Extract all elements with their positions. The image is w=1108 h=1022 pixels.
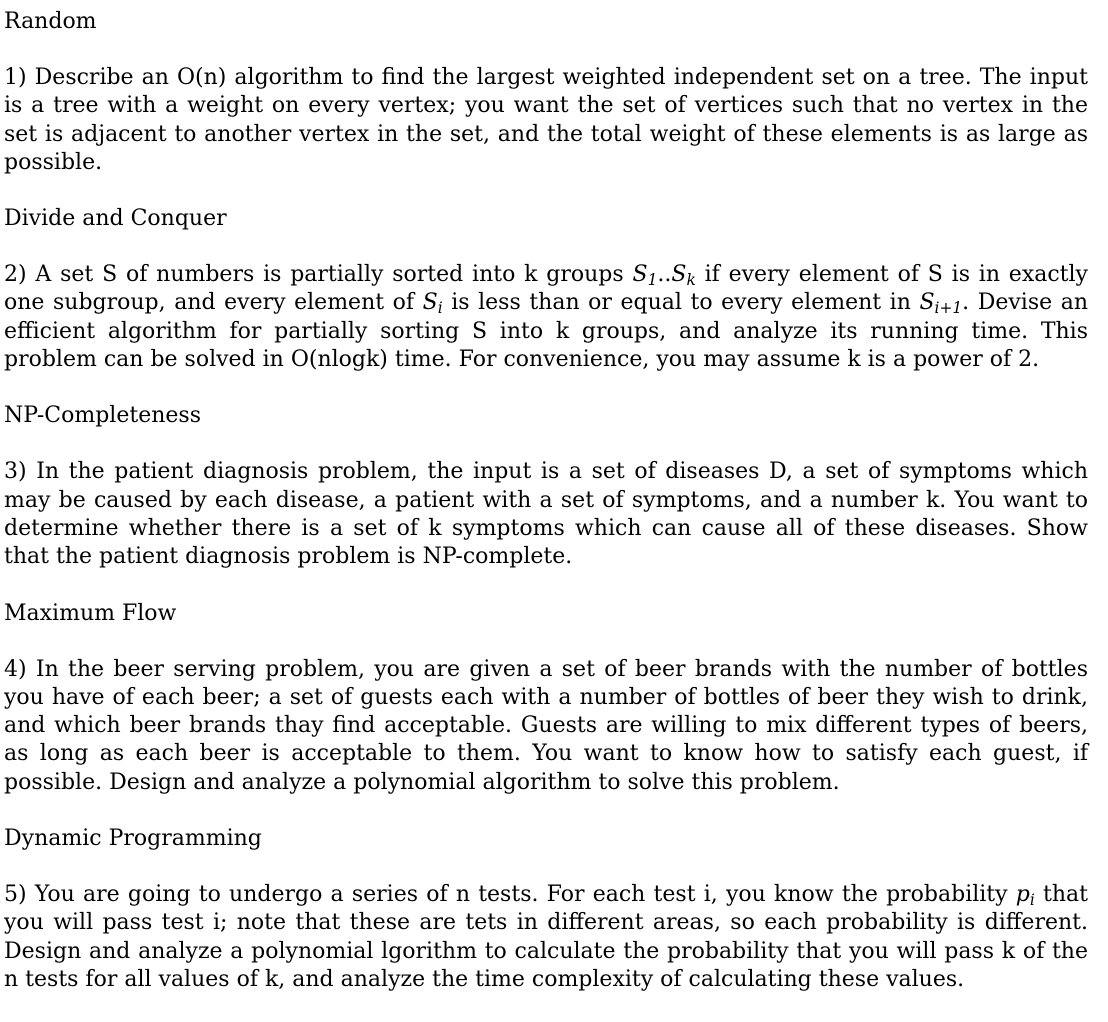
problem-text-part: You are going to undergo a series of n tests. For each test i, you know the probability: [34, 882, 1008, 908]
section-heading-random: Random: [4, 9, 97, 34]
problem-5: [4, 881, 1088, 994]
problem-2: [4, 261, 1088, 374]
math-dots: ..: [657, 262, 672, 288]
math-s1: $S_1$: [632, 262, 658, 290]
problem-3: [4, 458, 1088, 571]
problem-text-part: . Devise an efficient algorithm for partially sorting S into k groups, and analyze its running time. This problem can be solved in O(nlogk) time. For convenience, you may assume k is a power of 2.: [4, 290, 1089, 373]
problem-text-part: A set S of numbers is partially sorted into k groups: [35, 262, 624, 288]
problem-number: 4): [4, 656, 27, 682]
document-page: [4, 8, 1088, 1022]
problem-number: 2): [4, 262, 27, 288]
math-si: $S_i$: [422, 290, 443, 318]
section-heading-dynamic-programming: Dynamic Programming: [4, 826, 262, 852]
problem-number: 3): [4, 459, 27, 485]
section-heading-np-completeness: NP-Completeness: [4, 403, 201, 429]
section-heading-divide-and-conquer: Divide and Conquer: [4, 206, 227, 232]
math-si-plus-1: $S_{i+1}$: [919, 290, 963, 318]
problem-text-part: if every element of S is in exactly one subgroup, and every element of: [4, 262, 1088, 316]
problem-text: In the beer serving problem, you are given a set of beer brands with the number of bottles you have of each beer; a set of guests each with a number of bottles of beer they wish to drink, and which beer brands thay find acceptable. Guests are willing to mix different types of beers, as long as each beer is acceptable to them. You want to know how to satisfy each guest, if possible. Design and analyze a polynomial algorithm to solve this problem.: [4, 656, 1088, 795]
problem-text-part: that you will pass test i; note that these are tets in different areas, so each probability is different. Design and analyze a polynomial lgorithm to calculate the probability that you will pass k of the n tests for all values of k, and analyze the time complexity of calculating these values.: [4, 882, 1089, 992]
section-heading-maximum-flow: Maximum Flow: [4, 600, 177, 626]
problem-number: 1): [4, 65, 27, 90]
problem-4: [4, 656, 1088, 797]
problem-number: 5): [4, 882, 27, 908]
problem-1: [4, 64, 1088, 177]
problem-text: In the patient diagnosis problem, the input is a set of diseases D, a set of symptoms which may be caused by each disease, a patient with a set of symptoms, and a number k. You want to determine whether there is a set of k symptoms which can cause all of these diseases. Show that the patient diagnosis problem is NP-complete.: [4, 459, 1088, 570]
problem-text-part: is less than or equal to every element in: [451, 290, 911, 316]
math-pi: $p_i$: [1015, 882, 1035, 909]
math-sk: $S_k$: [671, 262, 696, 290]
problem-text: Describe an O(n) algorithm to find the largest weighted independent set on a tree. The input is a tree with a weight on every vertex; you want the set of vertices such that no vertex in the set is adjacent to another vertex in the set, and the total weight of these elements is as large as possible.: [4, 65, 1088, 175]
